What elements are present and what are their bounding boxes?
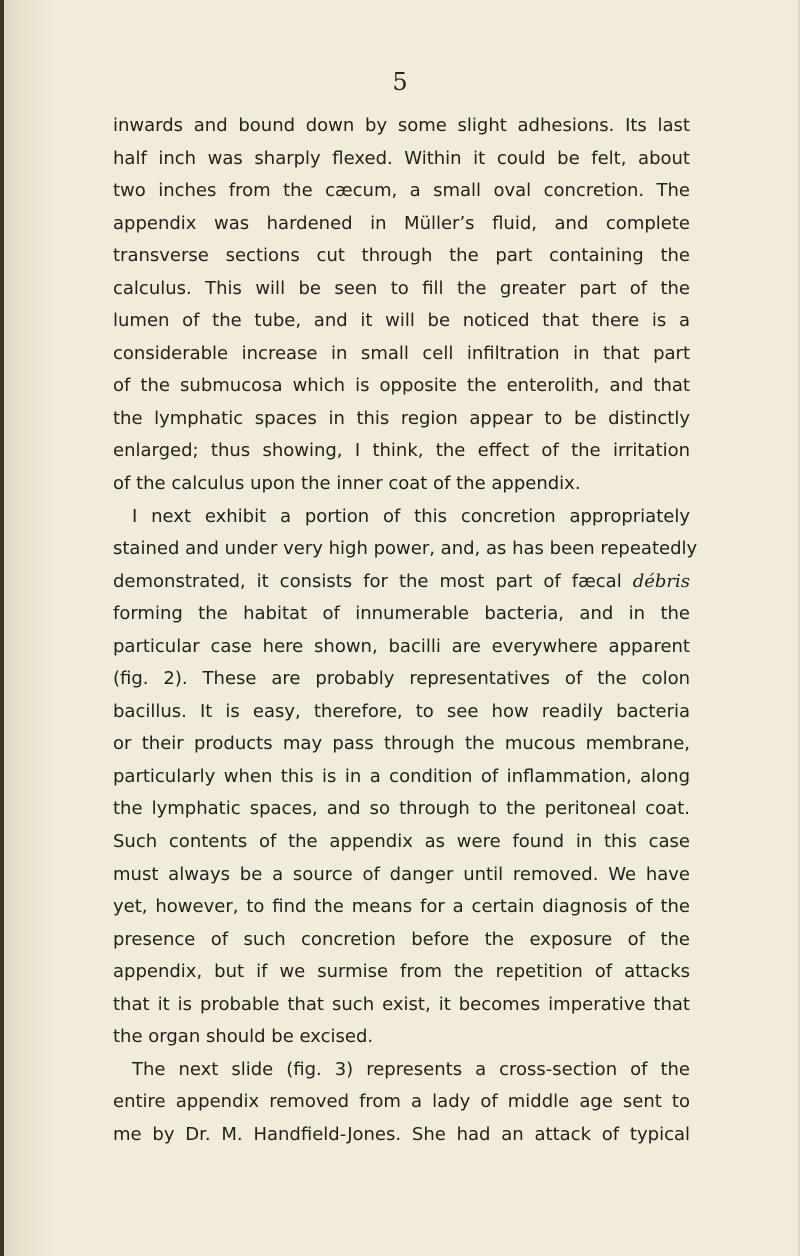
text-line: the lymphatic spaces in this region appear to be distinctly [113, 407, 690, 429]
text-line: entire appendix removed from a lady of middle age sent to [113, 1091, 690, 1113]
text-line: appendix, but if we surmise from the repetition of attacks [113, 961, 690, 983]
text-line: (fig. 2). These are probably representatives of the colon [113, 668, 690, 690]
italic-word: débris [632, 570, 690, 592]
text-line: two inches from the cæcum, a small oval concretion. The [113, 180, 690, 202]
text-line: or their products may pass through the mucous membrane, [113, 733, 690, 755]
text-line: of the calculus upon the inner coat of the appendix. [113, 473, 581, 495]
text-line: The next slide (fig. 3) represents a cross-section of the [132, 1058, 690, 1080]
text-line: considerable increase in small cell infiltration in that part [113, 342, 690, 364]
text-line: Such contents of the appendix as were found in this case [113, 831, 690, 853]
text-line: I next exhibit a portion of this concretion appropriately [132, 505, 690, 527]
text-line: half inch was sharply flexed. Within it could be felt, about [113, 147, 690, 169]
text-line: lumen of the tube, and it will be noticed that there is a [113, 310, 690, 332]
text-line: calculus. This will be seen to fill the greater part of the [113, 277, 690, 299]
text-line: presence of such concretion before the exposure of the [113, 928, 690, 950]
body-text [113, 110, 698, 1152]
text-line: enlarged; thus showing, I think, the effect of the irritation [113, 440, 690, 462]
text-line: particularly when this is in a condition of inflammation, along [113, 765, 690, 787]
text-line: appendix was hardened in Müller’s fluid, and complete [113, 212, 690, 234]
text-line: inwards and bound down by some slight adhesions. Its last [113, 115, 690, 136]
text-line: yet, however, to find the means for a certain diagnosis of the [113, 896, 690, 918]
page-left-edge [0, 0, 4, 1256]
page-number: 5 [392, 68, 408, 96]
text-line: of the submucosa which is opposite the enterolith, and that [113, 375, 690, 397]
text-line: must always be a source of danger until removed. We have [113, 863, 690, 885]
text-line: stained and under very high power, and, as has been repeatedly [113, 538, 698, 560]
text-line: that it is probable that such exist, it becomes imperative that [113, 993, 690, 1015]
text-line: particular case here shown, bacilli are everywhere apparent [113, 635, 690, 657]
text-line: bacillus. It is easy, therefore, to see how readily bacteria [113, 700, 690, 722]
text-line: me by Dr. M. Handfield-Jones. She had an attack of typical [113, 1123, 690, 1145]
text-line-with-italic [113, 566, 690, 599]
text-line: the lymphatic spaces, and so through to the peritoneal coat. [113, 798, 690, 820]
text-line: transverse sections cut through the part containing the [113, 245, 690, 267]
text-line-part: demonstrated, it consists for the most part of fæcal [113, 570, 633, 592]
text-line: forming the habitat of innumerable bacteria, and in the [113, 603, 690, 625]
text-line: the organ should be excised. [113, 1026, 374, 1048]
